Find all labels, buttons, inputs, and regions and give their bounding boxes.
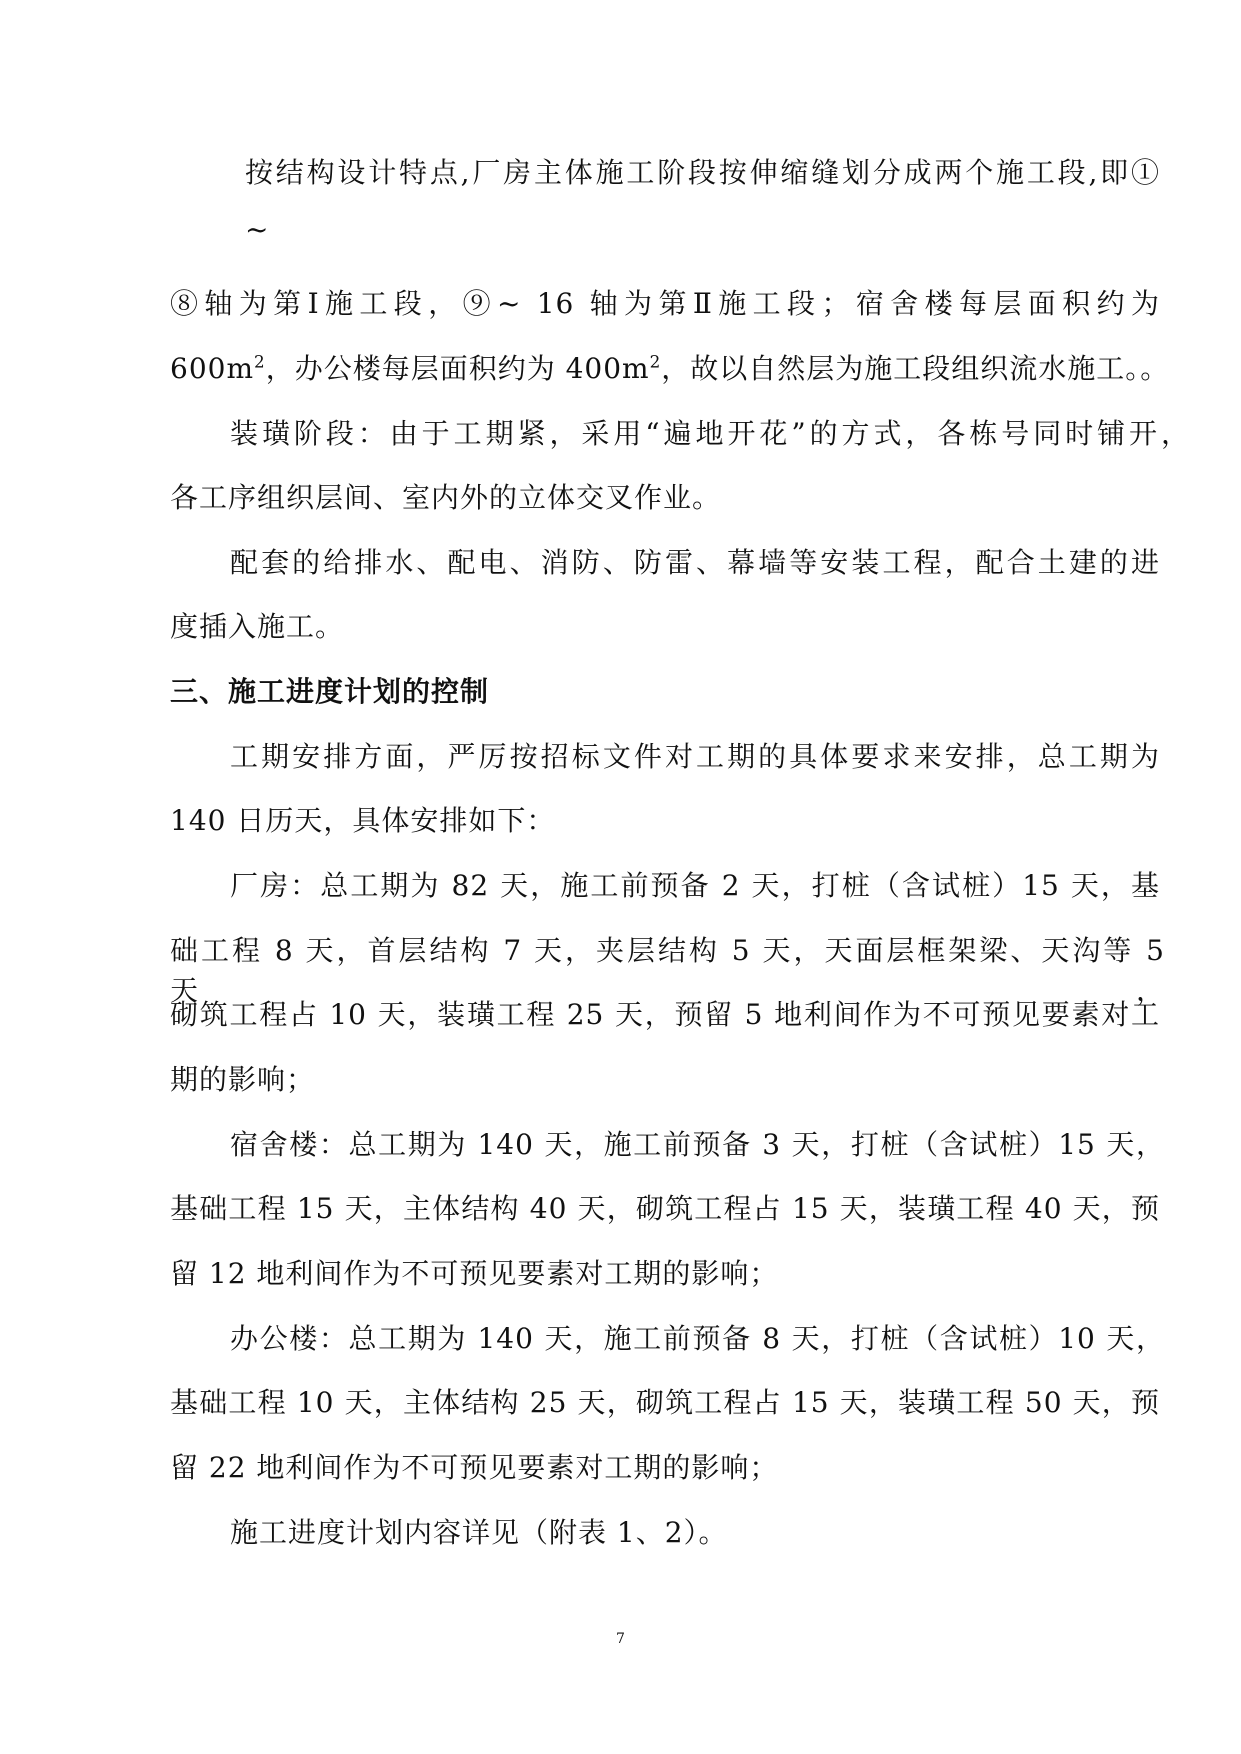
paragraph-5-line-3: 砌筑工程占 10 天，装璜工程 25 天，预留 5 地利间作为不可预见要素对工 — [170, 998, 1160, 1031]
page-number: 7 — [616, 1631, 625, 1647]
paragraph-7-line-2: 基础工程 10 天，主体结构 25 天，砌筑工程占 15 天，装璜工程 50 天，预 — [170, 1386, 1160, 1419]
paragraph-5-line-1: 厂房：总工期为 82 天，施工前预备 2 天，打桩（含试桩）15 天，基 — [230, 869, 1160, 902]
paragraph-7-line-1: 办公楼：总工期为 140 天，施工前预备 8 天，打桩（含试桩）10 天， — [230, 1322, 1165, 1355]
paragraph-4-line-1: 工期安排方面，严厉按招标文件对工期的具体要求来安排，总工期为 — [230, 740, 1160, 773]
paragraph-2-line-2: 各工序组织层间、室内外的立体交叉作业。 — [170, 481, 722, 514]
paragraph-6-line-2: 基础工程 15 天，主体结构 40 天，砌筑工程占 15 天，装璜工程 40 天，预 — [170, 1192, 1160, 1225]
paragraph-2-line-1: 装璜阶段：由于工期紧，采用“遍地开花”的方式，各栋号同时铺开， — [230, 417, 1190, 450]
paragraph-1-line-3: ⑧轴为第Ⅰ施工段，⑨~ 16 轴为第Ⅱ施工段；宿舍楼每层面积约为 — [170, 287, 1160, 320]
paragraph-7-line-3: 留 22 地利间作为不可预见要素对工期的影响； — [170, 1451, 779, 1484]
paragraph-1-line-2: ~ — [245, 213, 270, 246]
section-heading: 三、施工进度计划的控制 — [170, 675, 490, 708]
paragraph-1-line-4 — [170, 349, 1169, 389]
superscript: 2 — [649, 351, 662, 372]
paragraph-8-line-1: 施工进度计划内容详见（附表 1、2）。 — [230, 1516, 728, 1549]
text-run: 600m — [170, 352, 254, 385]
paragraph-4-line-2: 140 日历天，具体安排如下： — [170, 804, 556, 837]
text-run: ，办公楼每层面积约为 400m — [265, 352, 650, 385]
paragraph-6-line-3: 留 12 地利间作为不可预见要素对工期的影响； — [170, 1257, 779, 1290]
text-run: ，故以自然层为施工段组织流水施工。。 — [661, 352, 1170, 385]
superscript: 2 — [254, 351, 266, 372]
paragraph-5-line-4: 期的影响； — [170, 1063, 316, 1096]
paragraph-5-line-2: 础工程 8 天，首层结构 7 天，夹层结构 5 天，天面层框架梁、天沟等 5 天， — [170, 934, 1165, 1007]
paragraph-1-line-1: 按结构设计特点,厂房主体施工阶段按伸缩缝划分成两个施工段,即① — [245, 156, 1160, 189]
paragraph-3-line-1: 配套的给排水、配电、消防、防雷、幕墙等安装工程，配合土建的进 — [230, 546, 1160, 579]
paragraph-6-line-1: 宿舍楼：总工期为 140 天，施工前预备 3 天，打桩（含试桩）15 天， — [230, 1128, 1165, 1161]
paragraph-3-line-2: 度插入施工。 — [170, 610, 345, 643]
